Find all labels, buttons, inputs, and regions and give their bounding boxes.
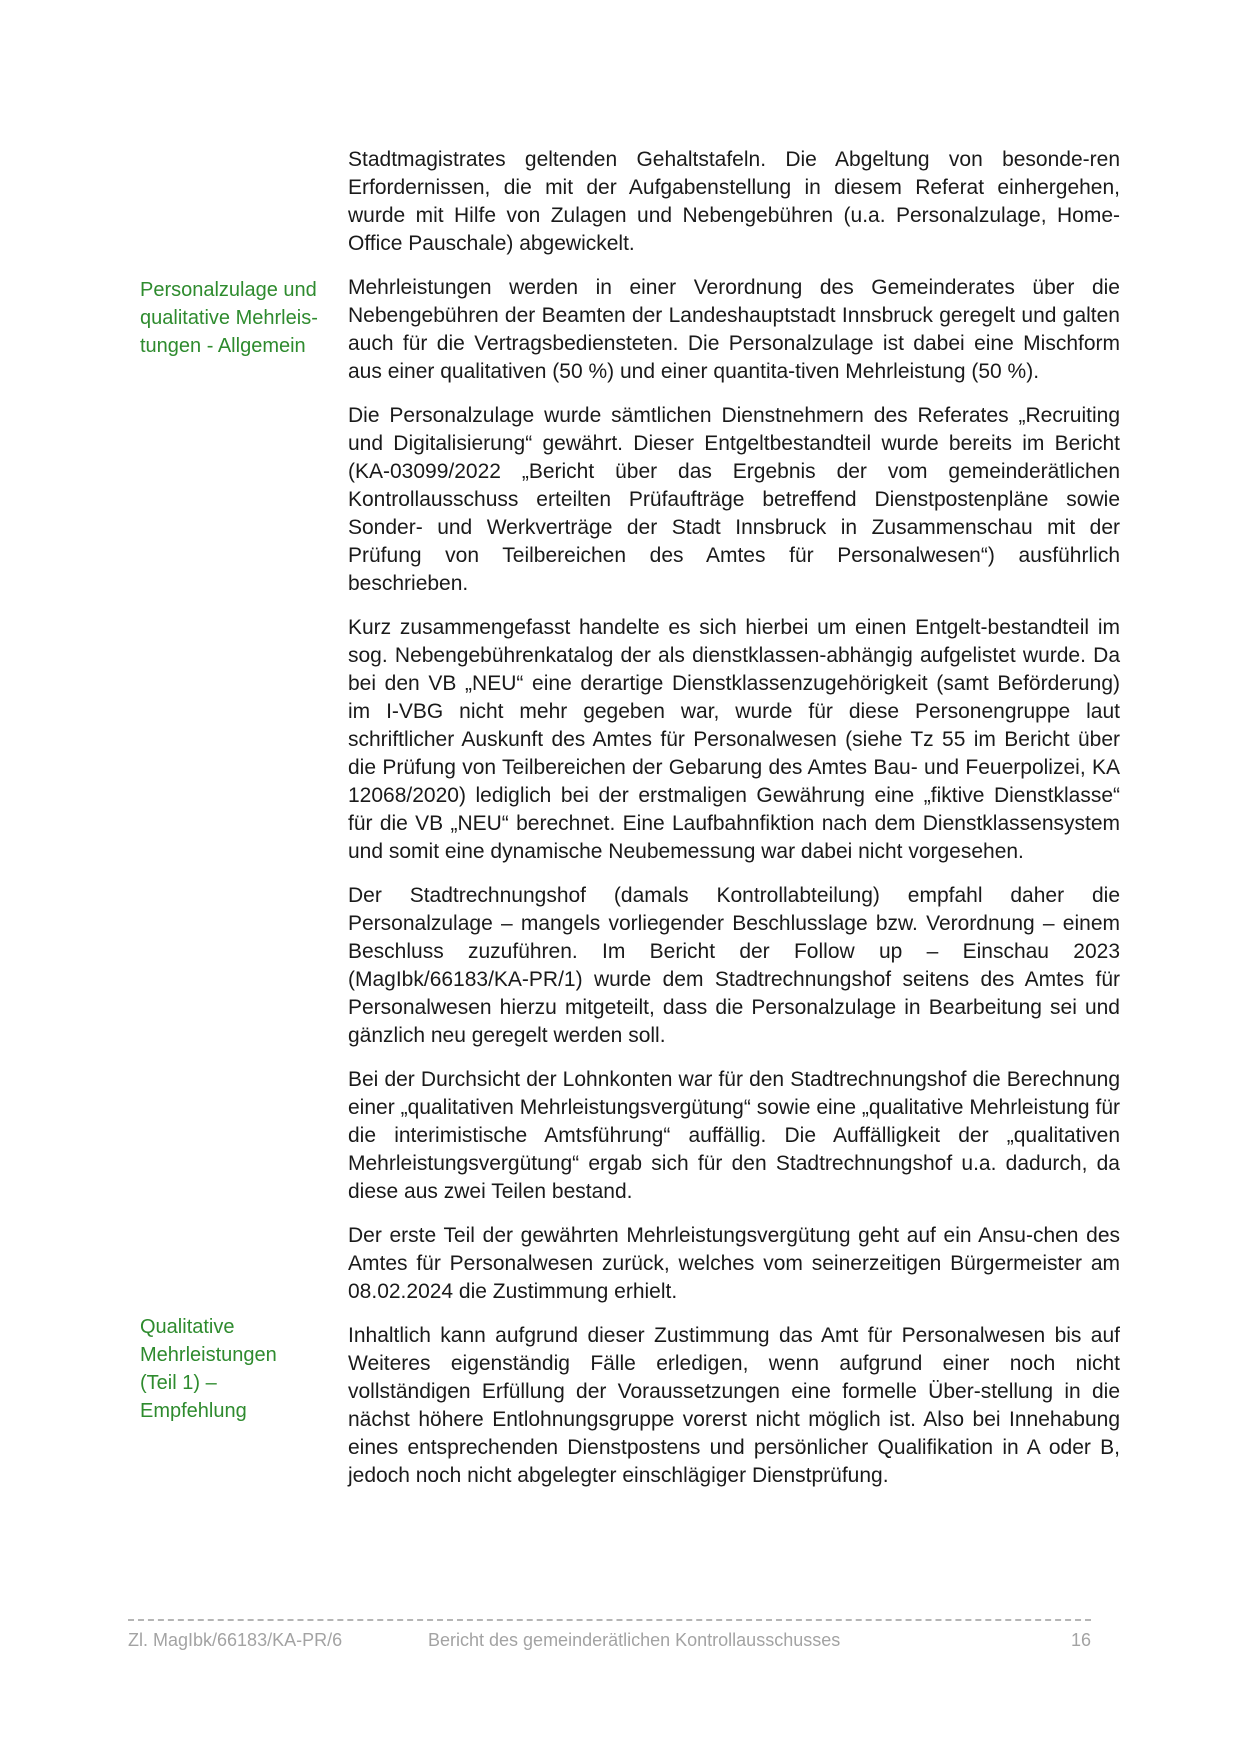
body-paragraph-2: Mehrleistungen werden in einer Verordnung des Gemeinderates über die Nebengebühren der Beamten der Landeshauptstadt Innsbruck geregelt und galten auch für die Vertragsbediensteten. Die Personalzulage ist dabei eine Mischform aus einer qualitativen (50 %) und einer quantita-tiven Mehrleistung (50 %). (348, 276, 1120, 383)
body-paragraph-4: Kurz zusammengefasst handelte es sich hierbei um einen Entgelt-bestandteil im sog. Nebengebührenkatalog der als dienstklassen-abhängig aufgelistet wurde. Da bei den VB „NEU“ eine derartige Dienstklassenzugehörigkeit (samt Beförderung) im I-VBG nicht mehr gegeben war, wurde für diese Personengruppe laut schriftlicher Auskunft des Amtes für Personalwesen (siehe Tz 55 im Bericht über die Prüfung von Teilbereichen der Gebarung des Amtes Bau- und Feuerpolizei, KA 12068/2020) lediglich bei der erstmaligen Gewährung eine „fiktive Dienstklasse“ für die VB „NEU“ berechnet. Eine Laufbahnfiktion nach dem Dienstklassensystem und somit eine dynamische Neubemessung war dabei nicht vorgesehen. (348, 616, 1120, 863)
footer-page-number: 16 (1070, 1630, 1091, 1650)
body-text-column (348, 146, 1120, 1506)
margin-note-personalzulage-allgemein: Personalzulage und qualitative Mehrleis- tungen - Allgemein (140, 279, 318, 357)
footer-reference-number: Zl. MagIbk/66183/KA-PR/6 (128, 1630, 343, 1650)
margin-note-qualitative-mehrleistungen-empfehlung: Qualitative Mehrleistungen (Teil 1) – Empfehlung (140, 1316, 277, 1422)
body-paragraph-6: Bei der Durchsicht der Lohnkonten war für den Stadtrechnungshof die Berechnung einer „qualitativen Mehrleistungsvergütung“ sowie eine „qualitative Mehrleistung für die interimistische Amtsführung“ auffällig. Die Auffälligkeit der „qualitativen Mehrleistungsvergütung“ ergab sich für den Stadtrechnungshof u.a. dadurch, da diese aus zwei Teilen bestand. (348, 1068, 1120, 1203)
page-footer (128, 1619, 1091, 1651)
body-paragraph-3: Die Personalzulage wurde sämtlichen Dienstnehmern des Referates „Recruiting und Digitalisierung“ gewährt. Dieser Entgeltbestandteil wurde bereits im Bericht (KA-03099/2022 „Bericht über das Ergebnis der vom gemeinderätlichen Kontrollausschuss erteilten Prüfaufträge betreffend Dienstpostenpläne sowie Sonder- und Werkverträge der Stadt Innsbruck in Zusammenschau mit der Prüfung von Teilbereichen des Amtes für Personalwesen“) ausführlich beschrieben. (348, 404, 1120, 595)
footer-document-title: Bericht des gemeinderätlichen Kontrollausschusses (428, 1630, 841, 1650)
body-paragraph-1: Stadtmagistrates geltenden Gehaltstafeln. Die Abgeltung von besonde-ren Erfordernissen, die mit der Aufgabenstellung in diesem Referat einhergehen, wurde mit Hilfe von Zulagen und Nebengebühren (u.a. Personalzulage, Home-Office Pauschale) abgewickelt. (348, 148, 1120, 255)
body-paragraph-5: Der Stadtrechnungshof (damals Kontrollabteilung) empfahl daher die Personalzulage – mangels vorliegender Beschlusslage bzw. Verordnung – einem Beschluss zuzuführen. Im Bericht der Follow up – Einschau 2023 (MagIbk/66183/KA-PR/1) wurde dem Stadtrechnungshof seitens des Amtes für Personalwesen hierzu mitgeteilt, dass die Personalzulage in Bearbeitung sei und gänzlich neu geregelt werden soll. (348, 884, 1120, 1047)
body-paragraph-7: Der erste Teil der gewährten Mehrleistungsvergütung geht auf ein Ansu-chen des Amtes für Personalwesen zurück, welches vom seinerzeitigen Bürgermeister am 08.02.2024 die Zustimmung erhielt. (348, 1224, 1120, 1303)
body-paragraph-8: Inhaltlich kann aufgrund dieser Zustimmung das Amt für Personalwesen bis auf Weiteres eigenständig Fälle erledigen, wenn aufgrund einer noch nicht vollständigen Erfüllung der Voraussetzungen eine formelle Über-stellung in die nächst höhere Entlohnungsgruppe vorerst nicht möglich ist. Also bei Innehabung eines entsprechenden Dienstpostens und persönlicher Qualifikation in A oder B, jedoch noch nicht abgelegter einschlägiger Dienstprüfung. (348, 1324, 1120, 1487)
